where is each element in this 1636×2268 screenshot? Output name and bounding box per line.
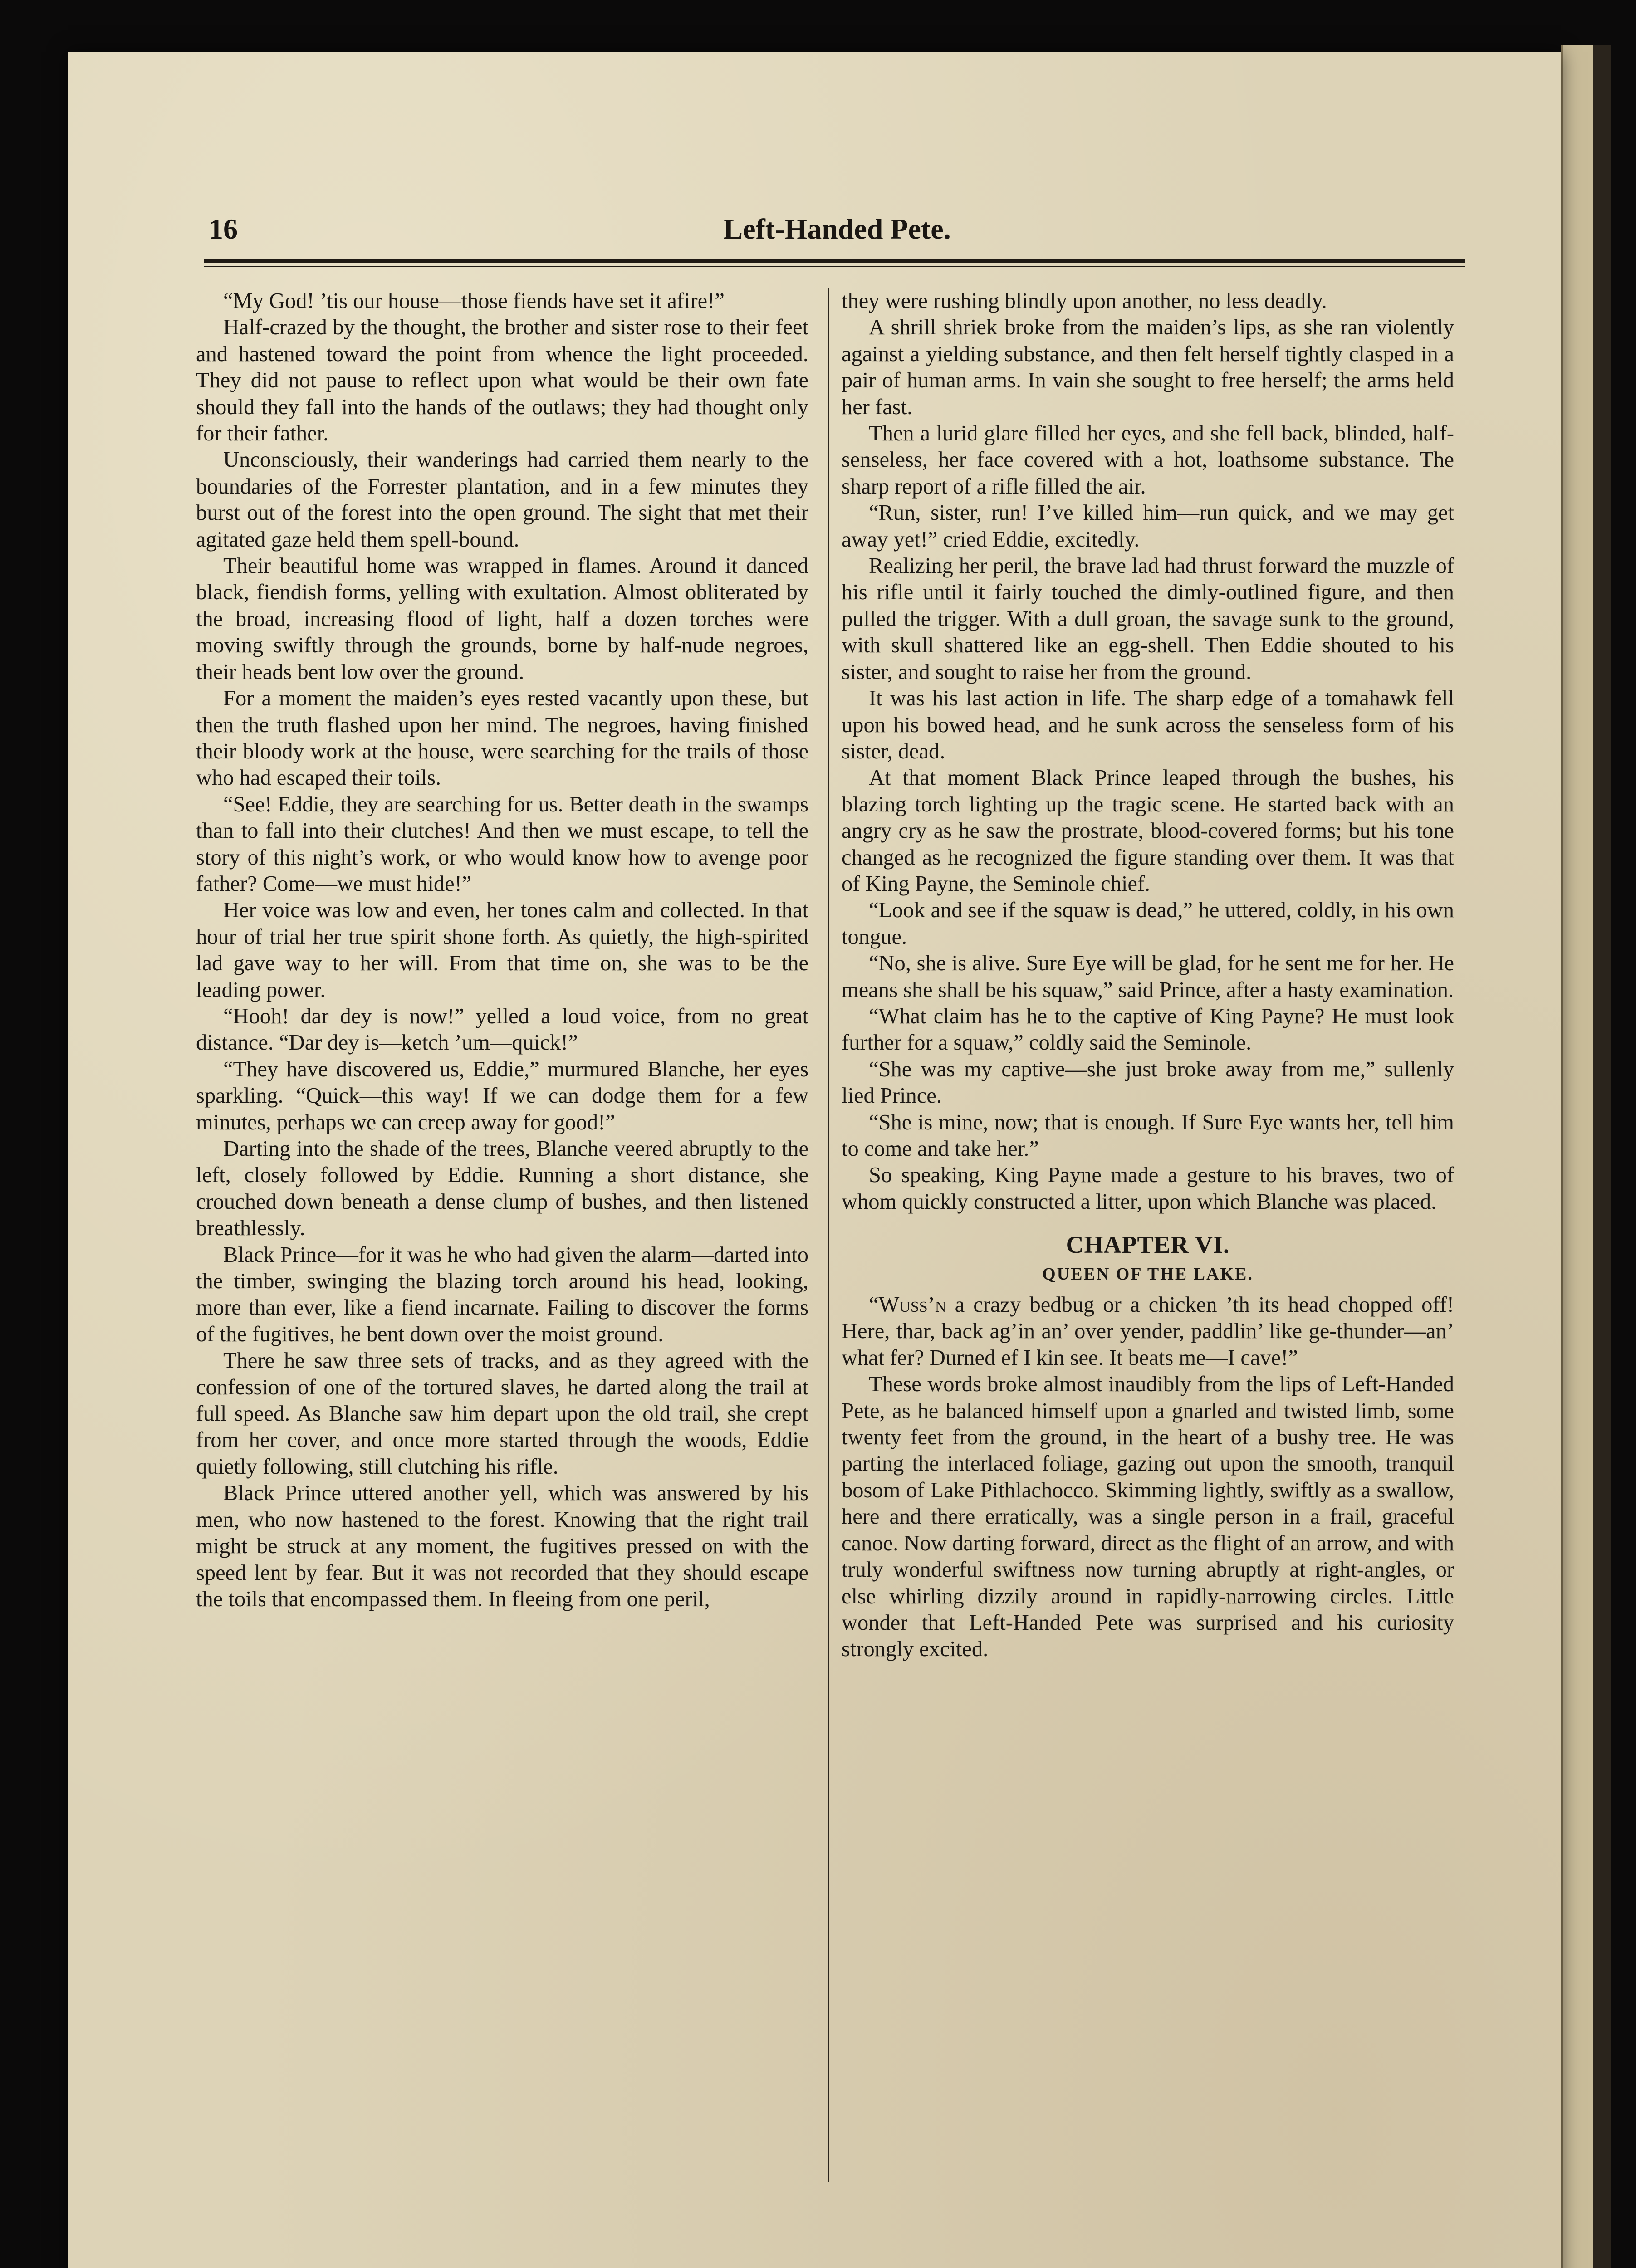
paragraph: “They have discovered us, Eddie,” murmured Blanche, her eyes sparkling. “Quick—this way! If we can dodge them for a few minutes, perhaps we can creep away for good!” (196, 1057, 808, 1134)
paragraph: Black Prince uttered another yell, which was answered by his men, who now hastened to the forest. Knowing that the right trail might be struck at any moment, the fugitives pressed on with the speed lent by fear. But it was not recorded that they should escape the toils that encompassed them. In fleeing from one peril, (196, 1481, 808, 1611)
paragraph: Then a lurid glare filled her eyes, and she fell back, blinded, half-senseless, her face covered with a hot, loathsome substance. The sharp report of a rifle filled the air. (842, 421, 1454, 499)
paragraph: Darting into the shade of the trees, Blanche veered abruptly to the left, closely followed by Eddie. Running a short distance, she crouched down beneath a dense clump of bushes, and then listened breathlessly. (196, 1137, 808, 1241)
paragraph: Their beautiful home was wrapped in flames. Around it danced black, fiendish forms, yelling with exultation. Almost obliterated by the broad, increasing flood of light, half a dozen torches were moving swiftly through the grounds, borne by half-nude negroes, their heads bent low over the ground. (196, 554, 808, 684)
paragraph: At that moment Black Prince leaped through the bushes, his blazing torch lighting up the tragic scene. He started back with an angry cry as he saw the prostrate, blood-covered forms; but his tone changed as he recognized the figure standing over them. It was that of King Payne, the Seminole chief. (842, 766, 1454, 896)
paragraph: “Hooh! dar dey is now!” yelled a loud voice, from no great distance. “Dar dey is—ketch ’um—quick!” (196, 1004, 808, 1055)
paragraph: they were rushing blindly upon another, no less deadly. (842, 289, 1327, 313)
running-title: Left-Handed Pete. (723, 213, 951, 245)
header-rule (204, 259, 1465, 267)
paragraph: Black Prince—for it was he who had given the alarm—darted into the timber, swinging the blazing torch around his head, looking, more than ever, like a fiend incarnate. Failing to discover the forms of the fugitives, he bent down over the moist ground. (196, 1242, 808, 1346)
paragraph: “No, she is alive. Sure Eye will be glad, for he sent me for her. He means she shall be his squaw,” said Prince, after a hasty examination. (842, 951, 1454, 1002)
paragraph: Unconsciously, their wanderings had carried them nearly to the boundaries of the Forrester plantation, and in a few minutes they burst out of the forest into the open ground. The sight that met their agitated gaze held them spell-bound. (196, 448, 808, 552)
paragraph: “Run, sister, run! I’ve killed him—run quick, and we may get away yet!” cried Eddie, excitedly. (842, 501, 1454, 552)
paragraph: “Look and see if the squaw is dead,” he uttered, coldly, in his own tongue. (842, 898, 1454, 949)
paragraph: “She is mine, now; that is enough. If Sure Eye wants her, tell him to come and take her.” (842, 1110, 1454, 1161)
paragraph: Half-crazed by the thought, the brother and sister rose to their feet and hastened toward the point from whence the light proceeded. They did not pause to reflect upon what would be their own fate should they fall into the hands of the outlaws; they had thought only for their father. (196, 315, 808, 446)
opening-text: a crazy bedbug or a chicken ’th its head chopped off! Here, thar, back ag’in an’ over yender, paddlin’ like ge-thunder—an’ what fer? Durned ef I kin see. It beats me—I cave!” (842, 1293, 1454, 1370)
binding-edge (1561, 45, 1611, 2268)
paragraph: Realizing her peril, the brave lad had thrust forward the muzzle of his rifle until it fairly touched the dimly-outlined figure, and then pulled the trigger. With a dull groan, the savage sunk to the ground, with skull shattered like an egg-shell. Then Eddie shouted to his sister, and sought to raise her from the ground. (842, 554, 1454, 684)
paragraph: A shrill shriek broke from the maiden’s lips, as she ran violently against a yielding substance, and then felt herself tightly clasped in a pair of human arms. In vain she sought to free herself; the arms held her fast. (842, 315, 1454, 419)
paragraph: “See! Eddie, they are searching for us. Better death in the swamps than to fall into their clutches! And then we must escape, to tell the story of this night’s work, or who would know how to avenge poor father? Come—we must hide!” (196, 792, 808, 896)
page-header (209, 203, 1465, 253)
paragraph: So speaking, King Payne made a gesture to his braves, two of whom quickly constructed a litter, upon which Blanche was placed. (842, 1163, 1454, 1214)
paragraph: Her voice was low and even, her tones calm and collected. In that hour of trial her true spirit shone forth. As quietly, the high-spirited lad gave way to her will. From that time on, she was to be the leading power. (196, 898, 808, 1002)
chapter-opening-paragraph (842, 1292, 1454, 1371)
opening-word: “Wuss’n (869, 1293, 946, 1317)
column-divider (828, 288, 829, 2182)
paragraph: For a moment the maiden’s eyes rested vacantly upon these, but then the truth flashed upon her mind. The negroes, having finished their bloody work at the house, were searching for the trails of those who had escaped their toils. (196, 686, 808, 790)
chapter-title: CHAPTER VI. (1066, 1231, 1230, 1259)
paragraph: “My God! ’tis our house—those fiends have set it afire!” (223, 289, 725, 313)
paragraph: “What claim has he to the captive of King Payne? He must look further for a squaw,” coldly said the Seminole. (842, 1004, 1454, 1055)
right-column (842, 288, 1454, 1663)
page-number: 16 (209, 213, 238, 245)
chapter-subtitle: QUEEN OF THE LAKE. (1042, 1264, 1254, 1284)
paragraph: It was his last action in life. The sharp edge of a tomahawk fell upon his bowed head, and he sunk across the senseless form of his sister, dead. (842, 686, 1454, 763)
left-column (196, 288, 808, 1613)
paragraph: “She was my captive—she just broke away from me,” sullenly lied Prince. (842, 1057, 1454, 1108)
paragraph: These words broke almost inaudibly from the lips of Left-Handed Pete, as he balanced himself upon a gnarled and twisted limb, some twenty feet from the ground, in the heart of a bushy tree. He was parting the interlaced foliage, gazing out upon the smooth, tranquil bosom of Lake Pithlachocco. Skimming lightly, swiftly as a swallow, here and there erratically, was a single person in a frail, graceful canoe. Now darting forward, direct as the flight of an arrow, and with truly wonderful swiftness now turning abruptly at right-angles, or else whirling dizzily around in rapidly-narrowing circles. Little wonder that Left-Handed Pete was surprised and his curiosity strongly excited. (842, 1372, 1454, 1662)
paragraph: There he saw three sets of tracks, and as they agreed with the confession of one of the tortured slaves, he darted along the trail at full speed. As Blanche saw him depart upon the old trail, she crept from her cover, and once more started through the woods, Eddie quietly following, still clutching his rifle. (196, 1349, 808, 1479)
